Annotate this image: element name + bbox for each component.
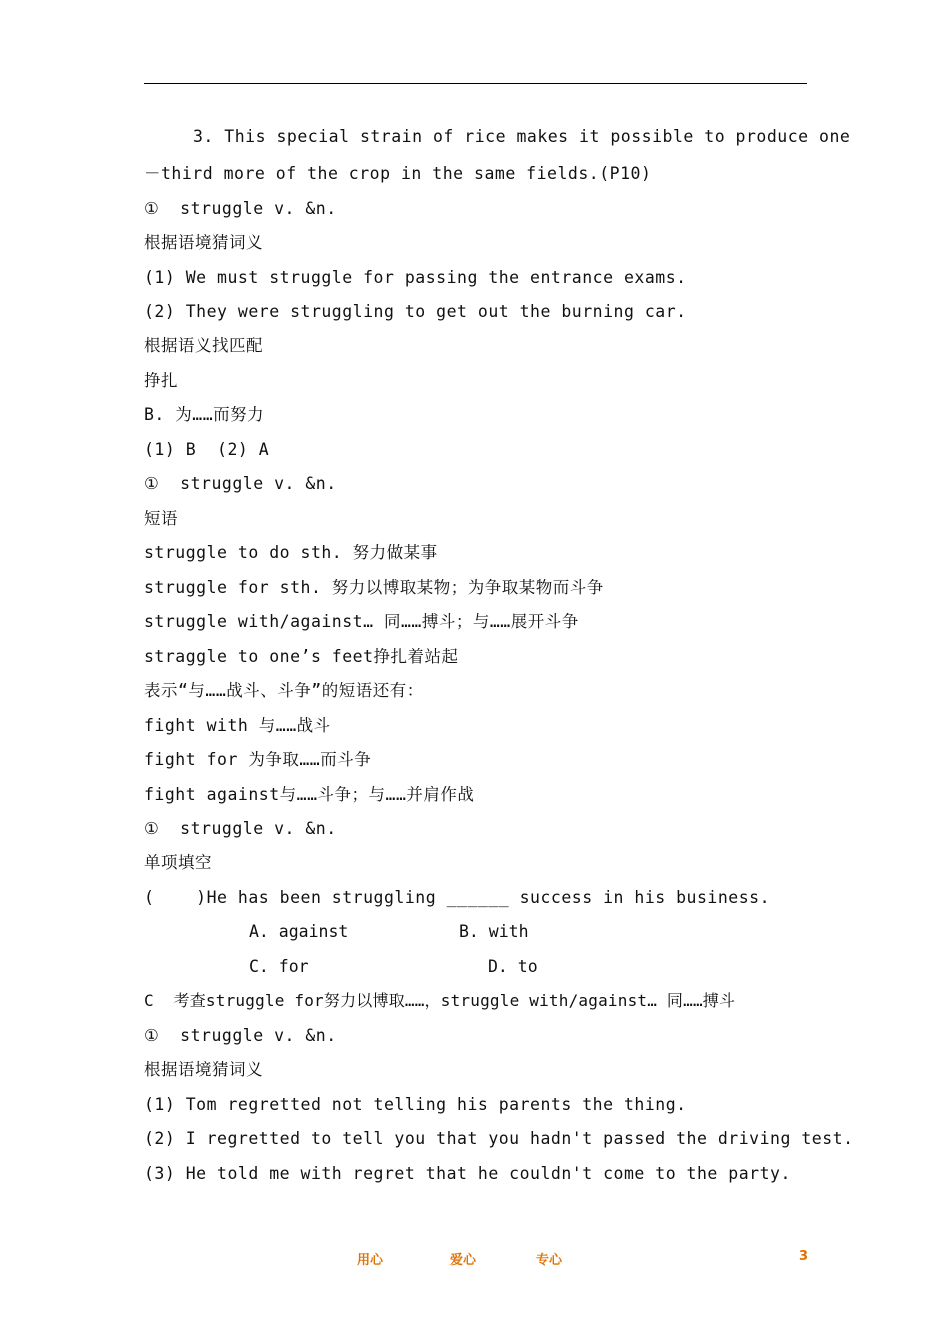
example-line: (1) We must struggle for passing the entrance exams. — [144, 268, 687, 287]
phrase-line: struggle for sth. 努力以博取某物；为争取某物而斗争 — [144, 578, 604, 597]
meaning-line: B. 为……而努力 — [144, 405, 265, 424]
example-sentence-line-2: －third more of the crop in the same fields.(P10) — [144, 164, 652, 183]
meaning-line: 挣扎 — [144, 371, 178, 390]
section-heading: 单项填空 — [144, 853, 212, 872]
example-sentence-line-1: 3. This special strain of rice makes it possible to produce one — [193, 127, 851, 146]
footer-zhuanxin: 专心 — [536, 1253, 563, 1268]
example-line: (3) He told me with regret that he couldn't come to the party. — [144, 1164, 791, 1183]
word-heading: ① struggle v. &n. — [144, 199, 337, 218]
option-c: C. for — [249, 957, 309, 976]
section-heading: 短语 — [144, 509, 178, 528]
answer-line: (1) B (2) A — [144, 440, 270, 459]
page-number: 3 — [799, 1249, 809, 1264]
section-heading: 根据语境猜词义 — [144, 1060, 263, 1079]
header-rule — [144, 83, 807, 84]
phrase-line: fight for 为争取……而斗争 — [144, 750, 372, 769]
phrase-line: straggle to one’s feet挣扎着站起 — [144, 647, 459, 666]
answer-explanation: C 考查struggle for努力以博取……，struggle with/against… 同……搏斗 — [144, 991, 736, 1010]
example-line: (2) They were struggling to get out the burning car. — [144, 302, 687, 321]
word-heading: ① struggle v. &n. — [144, 819, 337, 838]
footer-aixin: 爱心 — [450, 1253, 477, 1268]
phrase-line: fight with 与……战斗 — [144, 716, 331, 735]
option-a: A. against — [249, 922, 349, 941]
section-heading: 表示“与……战斗、斗争”的短语还有： — [144, 681, 424, 700]
option-d: D. to — [488, 957, 538, 976]
section-heading: 根据语义找匹配 — [144, 336, 263, 355]
word-heading: ① struggle v. &n. — [144, 1026, 337, 1045]
phrase-line: struggle to do sth. 努力做某事 — [144, 543, 438, 562]
section-heading: 根据语境猜词义 — [144, 233, 263, 252]
phrase-line: fight against与……斗争；与……并肩作战 — [144, 785, 475, 804]
footer-yongxin: 用心 — [357, 1253, 384, 1268]
example-line: (1) Tom regretted not telling his parents the thing. — [144, 1095, 687, 1114]
option-b: B. with — [459, 922, 529, 941]
example-line: (2) I regretted to tell you that you hadn't passed the driving test. — [144, 1129, 854, 1148]
phrase-line: struggle with/against… 同……搏斗；与……展开斗争 — [144, 612, 579, 631]
word-heading: ① struggle v. &n. — [144, 474, 337, 493]
question-line: ( )He has been struggling ______ success in his business. — [144, 888, 771, 907]
